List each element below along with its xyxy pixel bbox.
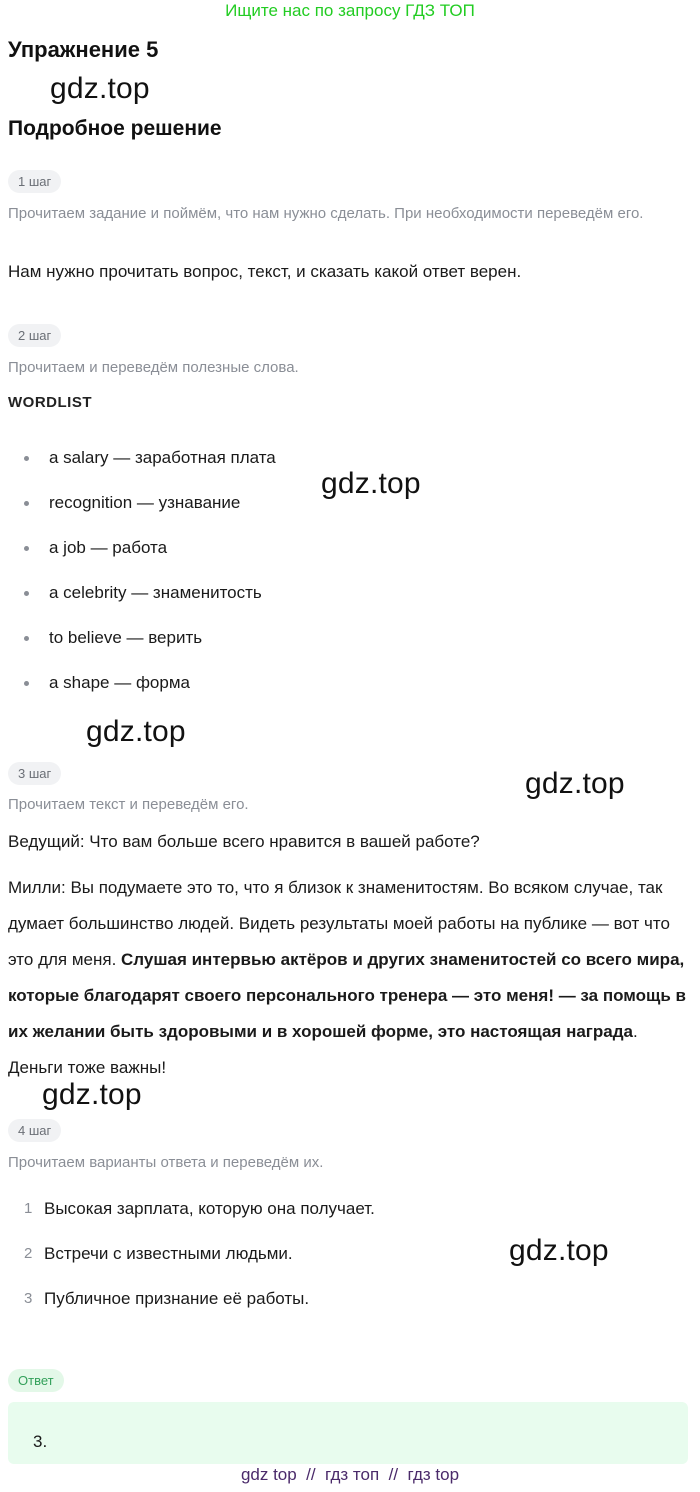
- bullet-icon: [24, 681, 29, 686]
- answer-box: [8, 1402, 688, 1464]
- watermark: gdz.top: [50, 72, 150, 105]
- bullet-icon: [24, 501, 29, 506]
- list-item: a salary — заработная плата: [24, 440, 276, 485]
- list-item: 2 Встречи с известными людьми.: [24, 1244, 293, 1263]
- bullet-icon: [24, 456, 29, 461]
- list-item: a shape — форма: [24, 665, 276, 710]
- step-4-badge: [8, 1119, 61, 1142]
- options-list: [24, 1192, 375, 1327]
- watermark: gdz.top: [42, 1078, 142, 1111]
- search-banner: Ищите нас по запросу ГДЗ ТОП: [225, 1, 475, 20]
- step-3-hint: Прочитаем текст и переведём его.: [8, 796, 249, 813]
- list-item: 3 Публичное признание её работы.: [24, 1289, 310, 1308]
- answer-badge: [8, 1369, 64, 1392]
- section-title: Подробное решение: [8, 117, 222, 140]
- answer-label: Ответ: [8, 1369, 64, 1392]
- watermark: gdz.top: [525, 767, 625, 800]
- list-item: a job — работа: [24, 530, 276, 575]
- step-1-label: 1 шаг: [8, 170, 61, 193]
- list-item: 1 Высокая зарплата, которую она получает.: [24, 1199, 375, 1218]
- page-title: Упражнение 5: [8, 37, 159, 62]
- answer-value: 3.: [33, 1432, 48, 1451]
- bullet-icon: [24, 591, 29, 596]
- step-2-hint: Прочитаем и переведём полезные слова.: [8, 359, 299, 376]
- wordlist: [24, 440, 276, 710]
- watermark: gdz.top: [86, 715, 186, 748]
- highlighted-answer: Слушая интервью актёров и других знаменитостей со всего мира, которые благодарят своего персонального тренера — это меня! — за помощь в их желании быть здоровыми и в хорошей форме, это настоящая награда: [8, 950, 686, 1041]
- watermark: gdz.top: [321, 467, 421, 500]
- watermark: gdz.top: [509, 1234, 609, 1267]
- step-1-hint: Прочитаем задание и поймём, что нам нужно сделать. При необходимости переведём его.: [8, 205, 644, 222]
- step-3-badge: [8, 762, 61, 785]
- step-1-badge: [8, 170, 61, 193]
- step-1-text: Нам нужно прочитать вопрос, текст, и сказать какой ответ верен.: [8, 262, 522, 281]
- footer-links[interactable]: gdz top // гдз топ // гдз top: [240, 1465, 460, 1484]
- step-2-badge: [8, 324, 61, 347]
- step-4-hint: Прочитаем варианты ответа и переведём их.: [8, 1154, 324, 1171]
- step-2-label: 2 шаг: [8, 324, 61, 347]
- dialogue-question: Ведущий: Что вам больше всего нравится в вашей работе?: [8, 832, 480, 851]
- dialogue-answer: Милли: Вы подумаете это то, что я близок к знаменитостям. Во всяком случае, так думает большинство людей. Видеть результаты моей работы на публике — вот что это для меня. Слушая интервью актёров и других знаменитостей со всего мира, которые благодарят своего персонального тренера — это меня! — за помощь в их желании быть здоровыми и в хорошей форме, это настоящая награда. Деньги тоже важны!: [8, 878, 686, 1077]
- step-3-label: 3 шаг: [8, 762, 61, 785]
- list-item: recognition — узнавание: [24, 485, 276, 530]
- bullet-icon: [24, 636, 29, 641]
- bullet-icon: [24, 546, 29, 551]
- wordlist-heading: WORDLIST: [8, 394, 92, 411]
- step-4-label: 4 шаг: [8, 1119, 61, 1142]
- list-item: to believe — верить: [24, 620, 276, 665]
- list-item: a celebrity — знаменитость: [24, 575, 276, 620]
